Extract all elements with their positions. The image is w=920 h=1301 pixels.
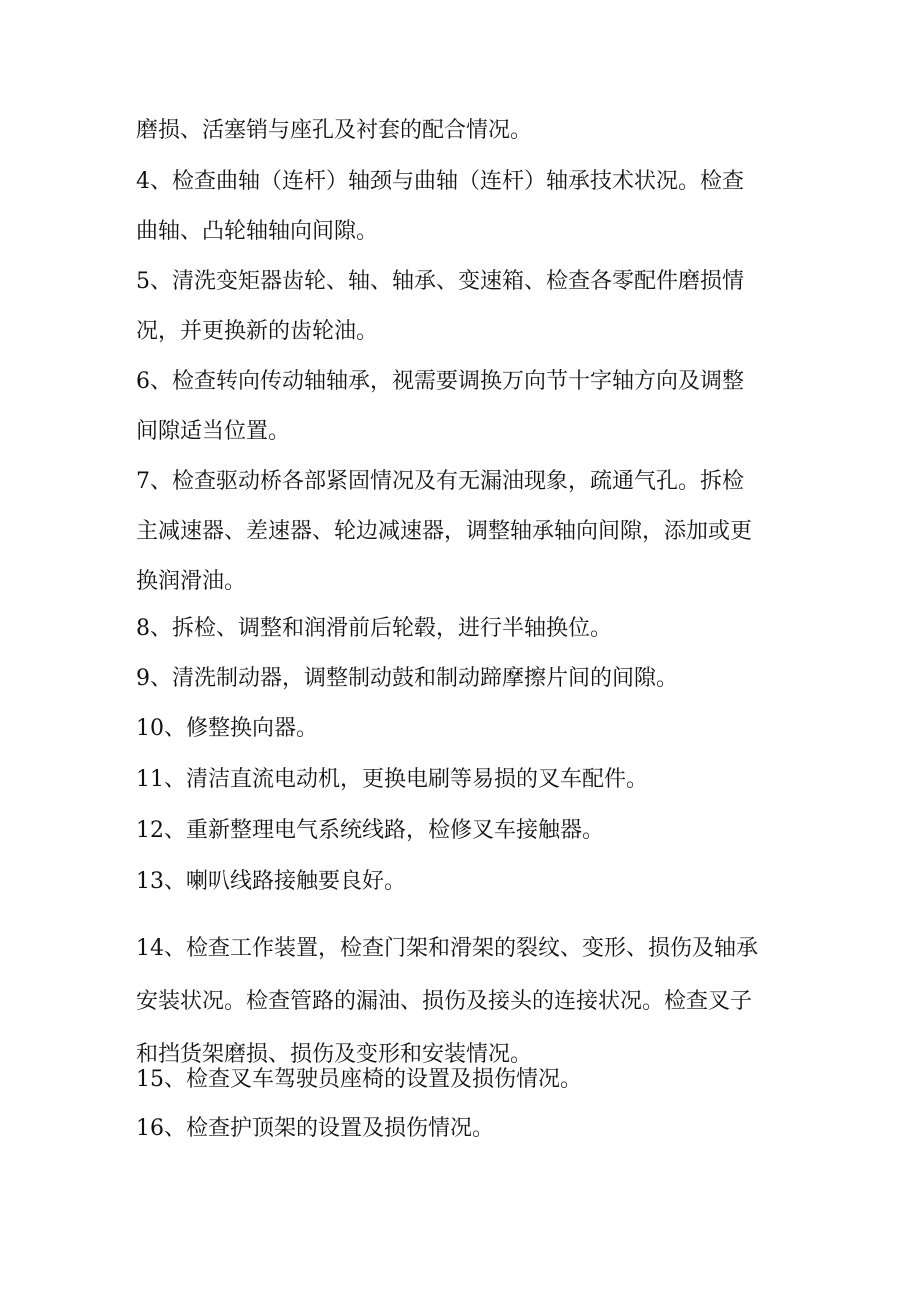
text-line: 7、检查驱动桥各部紧固情况及有无漏油现象，疏通气孔。拆检: [136, 469, 744, 494]
paragraph-item-10: [136, 704, 796, 754]
text-line: 4、检查曲轴（连杆）轴颈与曲轴（连杆）轴承技术状况。检查: [136, 169, 744, 194]
paragraph-intro: [136, 106, 796, 156]
paragraph-item-15: [136, 1055, 796, 1105]
paragraph-item-16: [136, 1104, 796, 1154]
text-line: 间隙适当位置。: [136, 419, 291, 444]
paragraph-item-7: [136, 457, 796, 607]
text-line: 况，并更换新的齿轮油。: [136, 319, 379, 344]
text-line: 15、检查叉车驾驶员座椅的设置及损伤情况。: [136, 1067, 582, 1092]
text-line: 14、检查工作装置，检查门架和滑架的裂纹、变形、损伤及轴承: [136, 936, 758, 961]
paragraph-item-13: [136, 857, 796, 907]
text-line: 10、修整换向器。: [136, 716, 318, 741]
paragraph-item-6: [136, 357, 796, 457]
text-line: 曲轴、凸轮轴轴向间隙。: [136, 219, 379, 244]
paragraph-item-5: [136, 257, 796, 357]
paragraph-item-8: [136, 604, 796, 654]
text-line: 9、清洗制动器，调整制动鼓和制动蹄摩擦片间的间隙。: [136, 666, 678, 691]
text-line: 6、检查转向传动轴轴承，视需要调换万向节十字轴方向及调整: [136, 369, 744, 394]
text-line: 换润滑油。: [136, 569, 247, 594]
text-line: 5、清洗变矩器齿轮、轴、轴承、变速箱、检查各零配件磨损情: [136, 269, 744, 294]
paragraph-item-11: [136, 755, 796, 805]
paragraph-item-9: [136, 654, 796, 704]
text-line: 16、检查护顶架的设置及损伤情况。: [136, 1116, 494, 1141]
text-line: 13、喇叭线路接触要良好。: [136, 869, 406, 894]
text-line: 安装状况。检查管路的漏油、损伤及接头的连接状况。检查叉子: [136, 989, 753, 1014]
text-line: 主减速器、差速器、轮边减速器，调整轴承轴向间隙，添加或更: [136, 519, 753, 544]
paragraph-item-12: [136, 806, 796, 856]
text-line: 8、拆检、调整和润滑前后轮毂，进行半轴换位。: [136, 616, 612, 641]
paragraph-item-4: [136, 157, 796, 257]
text-line: 磨损、活塞销与座孔及衬套的配合情况。: [136, 118, 533, 143]
text-line: 12、重新整理电气系统线路，检修叉车接触器。: [136, 818, 604, 843]
text-line: 和挡货架磨损、损伤及变形和安装情况。: [136, 1042, 533, 1067]
text-line: 11、清洁直流电动机，更换电刷等易损的叉车配件。: [136, 767, 648, 792]
